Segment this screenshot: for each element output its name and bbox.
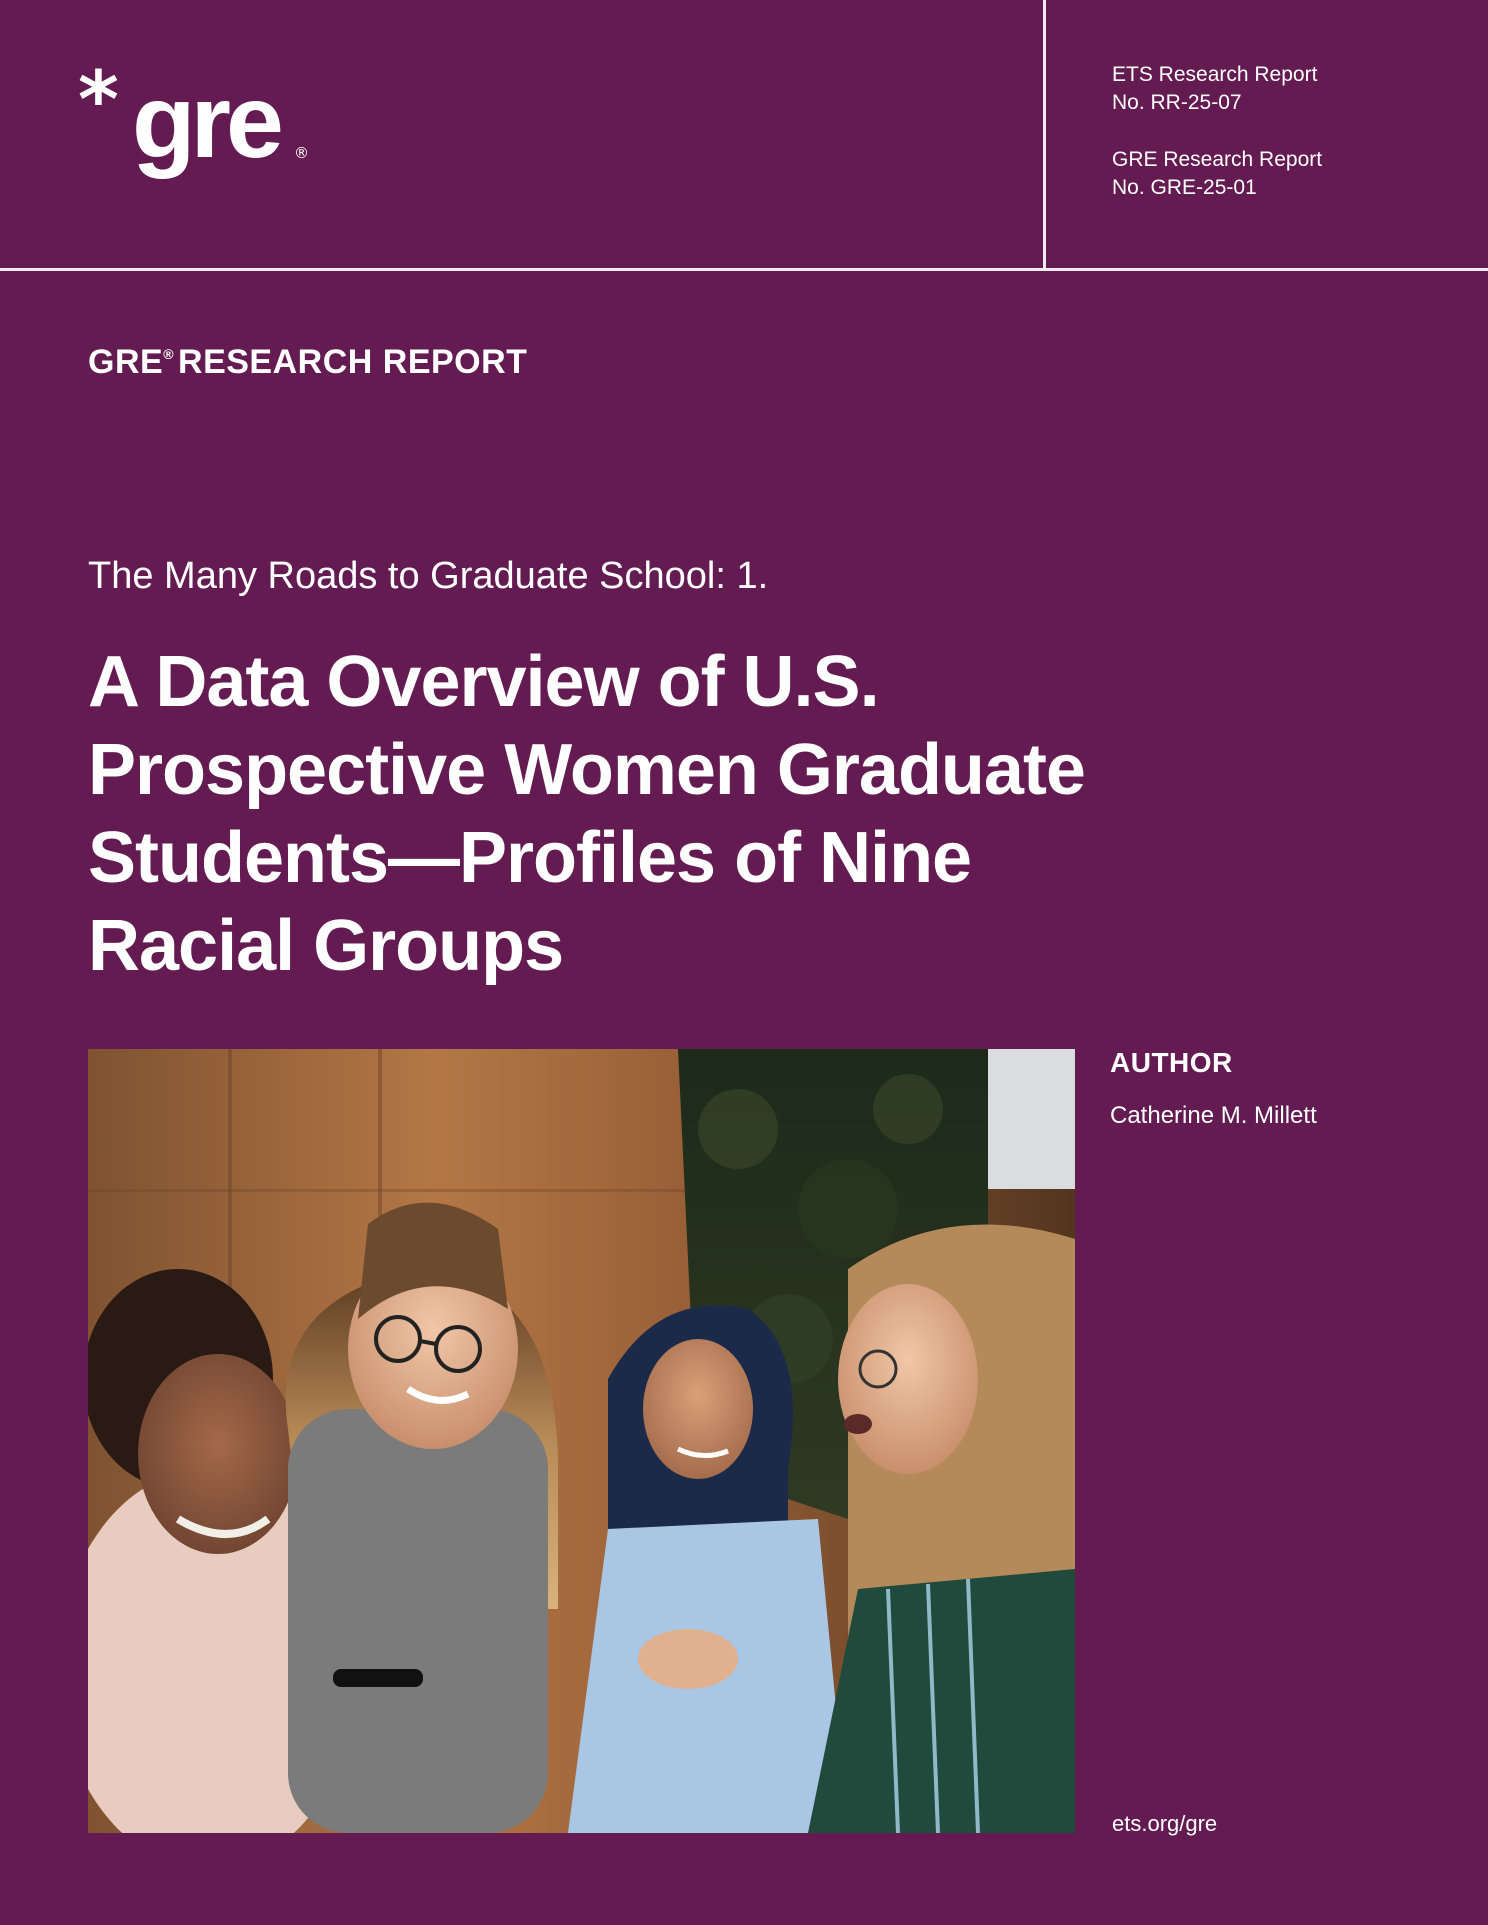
- ets-gre-website-link[interactable]: ets.org/gre: [1112, 1811, 1218, 1836]
- logo-wordmark: gre: [132, 64, 279, 180]
- series-label: [88, 334, 527, 382]
- title-line: Racial Groups: [88, 906, 564, 986]
- header-divider-vertical: [1043, 0, 1046, 270]
- ets-report-series: ETS Research Report: [1112, 63, 1318, 86]
- photo-of-four-women-talking-icon: [88, 1049, 1075, 1833]
- author-name: Catherine M. Millett: [1110, 1102, 1317, 1129]
- author-heading: AUTHOR: [1110, 1047, 1233, 1078]
- cover-photo: [88, 1049, 1075, 1833]
- series-prefix: GRE: [88, 343, 164, 381]
- gre-report-series: GRE Research Report: [1112, 148, 1323, 171]
- title-line: Students—Profiles of Nine: [88, 818, 972, 898]
- report-title: [88, 638, 1268, 990]
- title-line: A Data Overview of U.S.: [88, 642, 879, 722]
- logo-registered-mark: ®: [294, 144, 309, 162]
- gre-logo: [78, 56, 338, 192]
- series-suffix: RESEARCH REPORT: [178, 343, 528, 381]
- report-identifiers: [1112, 61, 1442, 202]
- title-line: Prospective Women Graduate: [88, 730, 1085, 810]
- header-divider-horizontal: [0, 268, 1488, 271]
- report-subtitle: The Many Roads to Graduate School: 1.: [88, 555, 769, 597]
- registered-mark: ®: [163, 346, 175, 362]
- logo-asterisk-icon: *: [78, 56, 119, 146]
- gre-report-number: No. GRE-25-01: [1112, 176, 1257, 199]
- ets-report-number: No. RR-25-07: [1112, 91, 1242, 114]
